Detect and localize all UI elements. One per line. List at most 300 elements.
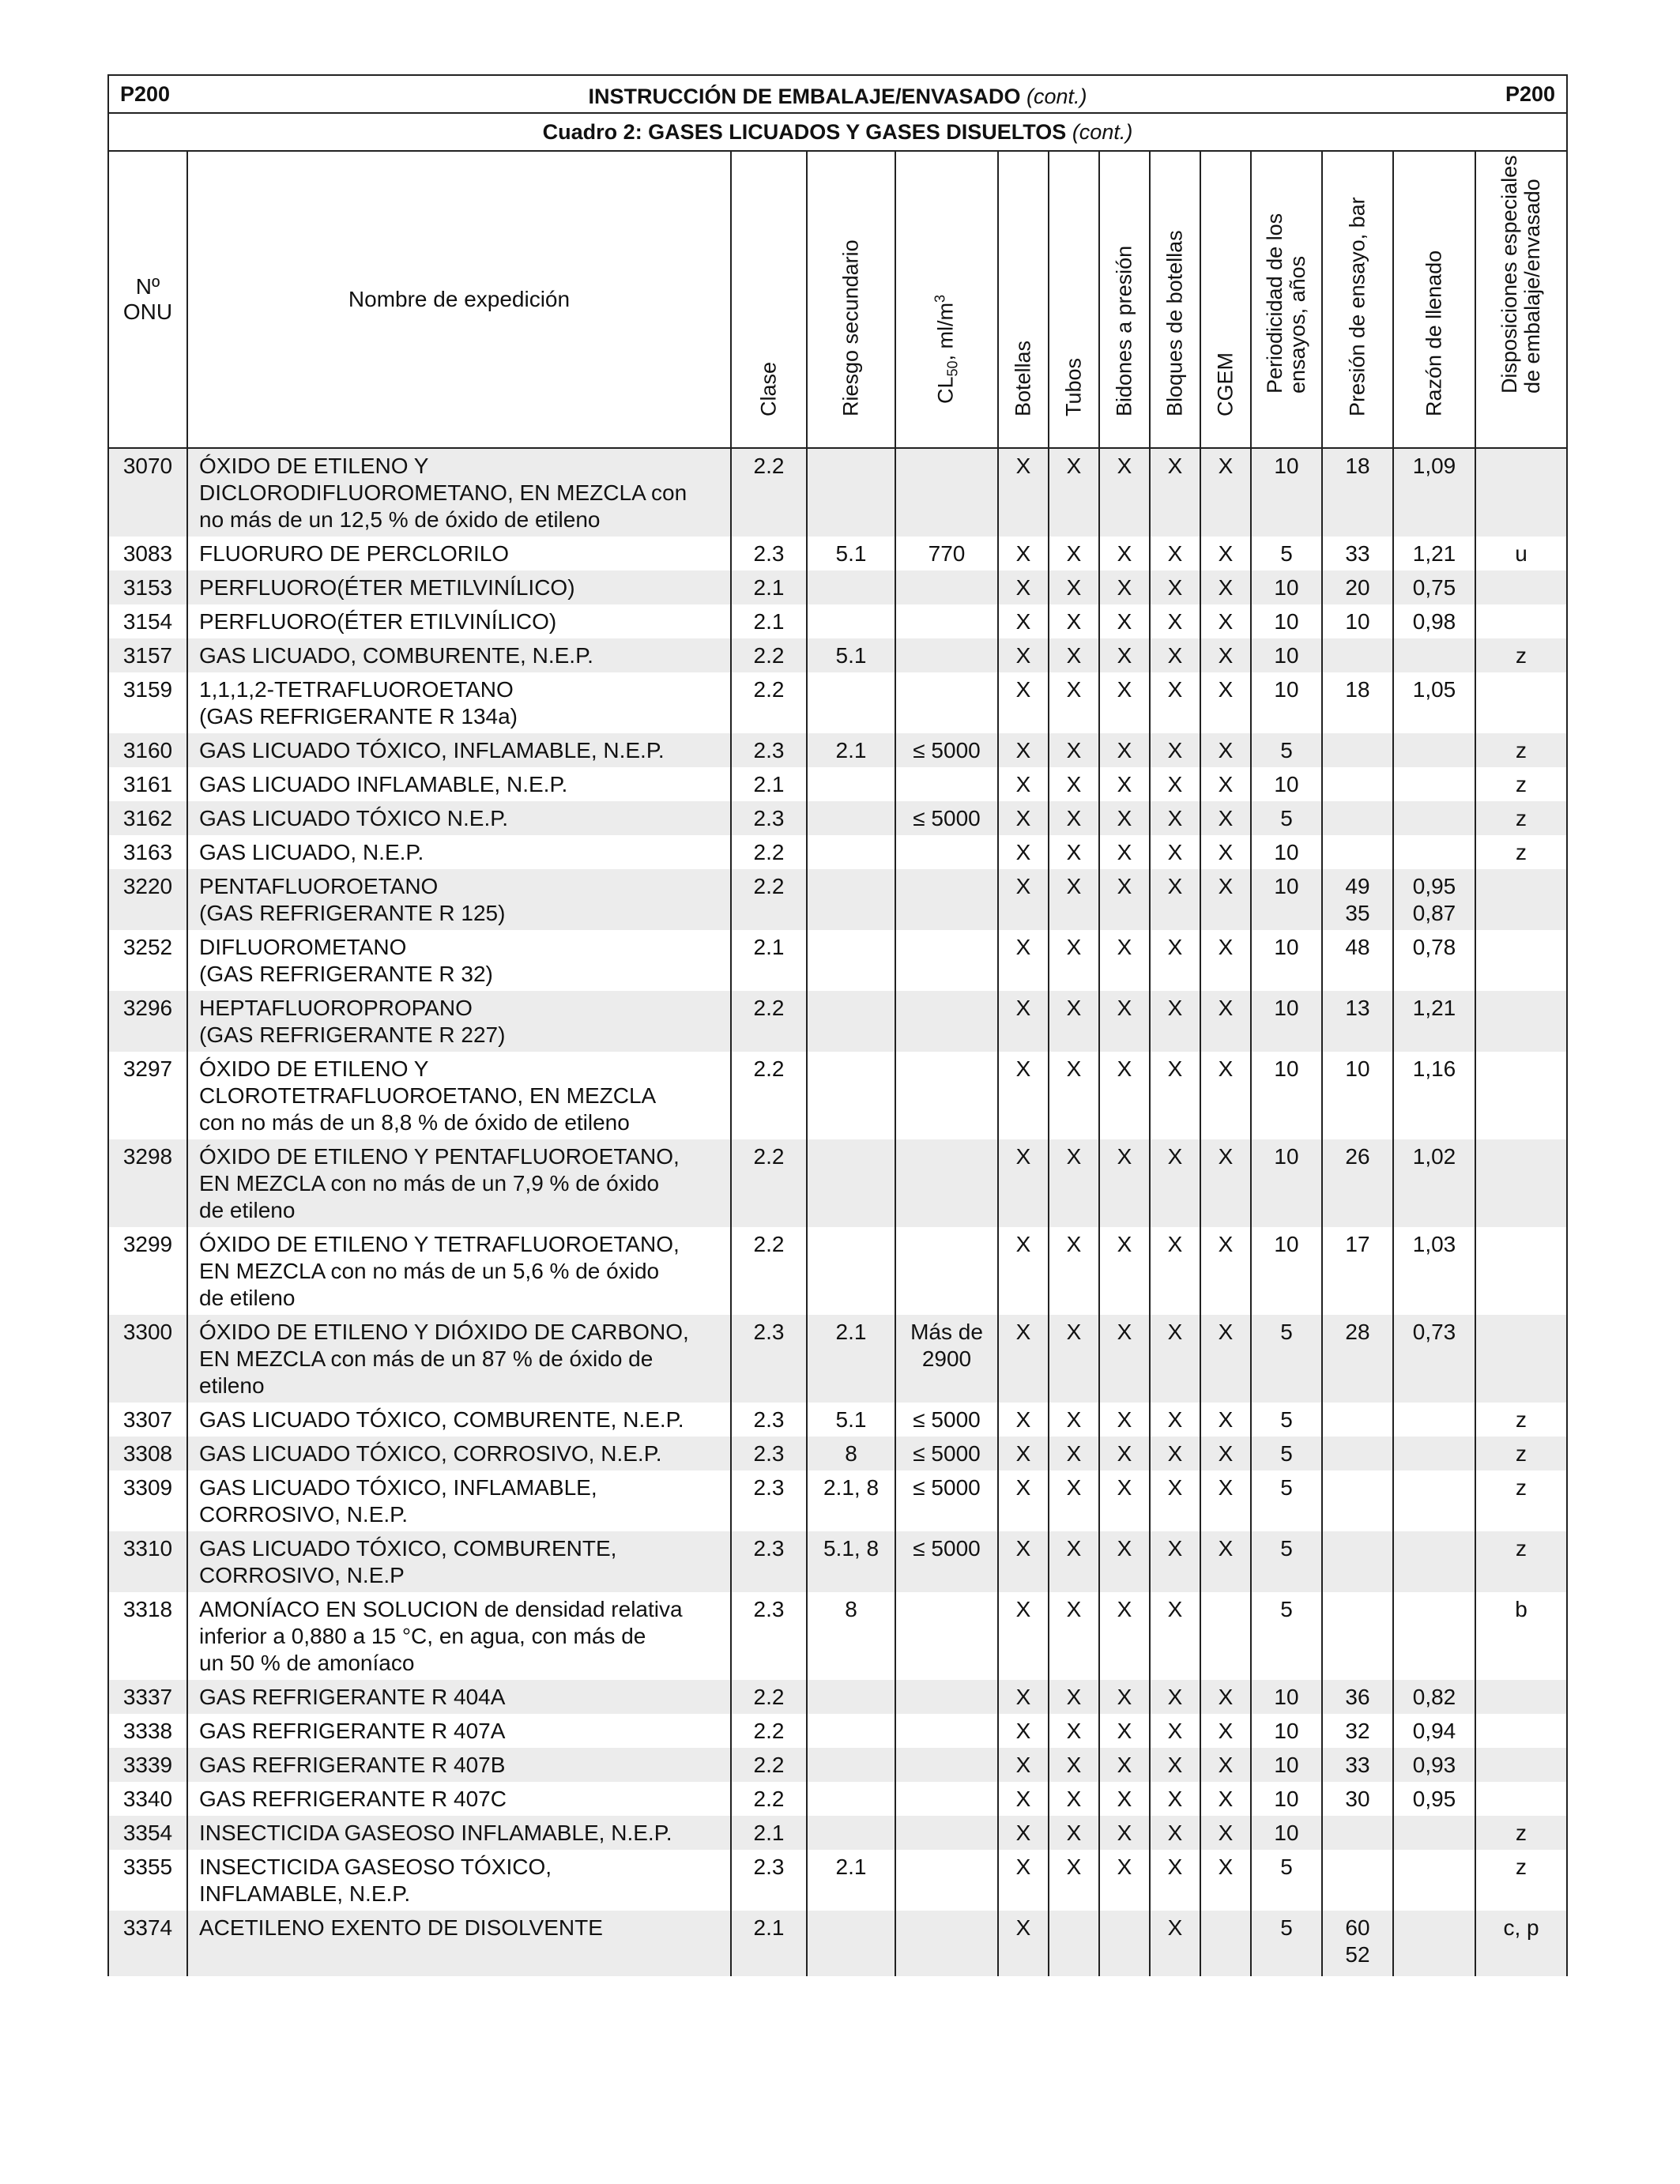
presion-value [1322,1403,1393,1437]
botellas-value: X [998,1403,1049,1437]
tubos-value: X [1049,991,1099,1052]
razon-value-line [1394,839,1475,866]
bloques-value: X [1150,1470,1200,1531]
shipping-name [187,672,731,733]
shipping-name [187,1714,731,1748]
periodicidad-value: 10 [1251,672,1322,733]
onu-number: 3355 [108,1850,187,1911]
table-row [108,1052,1567,1139]
presion-value-line: 48 [1345,935,1370,959]
cgem-value: X [1200,1227,1251,1315]
periodicidad-value: 5 [1251,1315,1322,1403]
cgem-value: X [1200,1816,1251,1850]
bidones-value: X [1099,1592,1150,1680]
shipping-name-line: GAS LICUADO TÓXICO, COMBURENTE, N.E.P. [199,1407,684,1432]
periodicidad-value: 5 [1251,1592,1322,1680]
clase-value: 2.3 [731,1531,807,1592]
periodicidad-value: 10 [1251,1227,1322,1315]
tubos-value: X [1049,930,1099,991]
periodicidad-value: 5 [1251,1531,1322,1592]
presion-value-line [1323,737,1392,764]
periodicidad-value: 5 [1251,1437,1322,1470]
table-row [108,1437,1567,1470]
onu-number: 3161 [108,767,187,801]
table-row [108,1227,1567,1315]
presion-value [1322,1052,1393,1139]
col-botellas: Botellas [998,151,1049,448]
periodicidad-value: 10 [1251,835,1322,869]
disposiciones-value: z [1475,767,1567,801]
cl50-value [895,1748,998,1782]
onu-number: 3307 [108,1403,187,1437]
presion-value-line: 60 [1345,1915,1370,1940]
tubos-value: X [1049,448,1099,537]
code-right: P200 [1505,82,1556,106]
presion-value-line [1323,1820,1392,1847]
riesgo-value: 5.1 [807,638,895,672]
razon-value-line [1394,805,1475,832]
shipping-name-line: DIFLUOROMETANO [199,935,407,959]
table-row [108,537,1567,570]
bidones-value: X [1099,1470,1150,1531]
shipping-name-line: de etileno [199,1286,296,1310]
shipping-name-line: ACETILENO EXENTO DE DISOLVENTE [199,1915,603,1940]
shipping-name-line: no más de un 12,5 % de óxido de etileno [199,507,601,532]
bidones-value: X [1099,801,1150,835]
shipping-name [187,1531,731,1592]
presion-value [1322,835,1393,869]
bidones-value: X [1099,672,1150,733]
table-row [108,1911,1567,1976]
shipping-name-line: GAS LICUADO, COMBURENTE, N.E.P. [199,643,593,668]
riesgo-value [807,1816,895,1850]
bloques-value: X [1150,604,1200,638]
razon-value [1393,537,1475,570]
presion-value [1322,448,1393,537]
shipping-name-line: CLOROTETRAFLUOROETANO, EN MEZCLA [199,1083,657,1108]
cgem-value: X [1200,1782,1251,1816]
razon-value-line [1394,1440,1475,1467]
tubos-value: X [1049,1592,1099,1680]
presion-value-line: 18 [1345,454,1370,478]
shipping-name [187,1816,731,1850]
presion-value [1322,1139,1393,1227]
shipping-name [187,1403,731,1437]
table-row [108,672,1567,733]
periodicidad-value: 10 [1251,1748,1322,1782]
clase-value: 2.1 [731,1816,807,1850]
bloques-value: X [1150,991,1200,1052]
cgem-value: X [1200,1748,1251,1782]
botellas-value: X [998,1531,1049,1592]
bloques-value: X [1150,537,1200,570]
shipping-name-line: ÓXIDO DE ETILENO Y TETRAFLUOROETANO, [199,1232,680,1256]
table-row [108,1531,1567,1592]
cl50-value [895,1911,998,1976]
razon-value-line [1394,1596,1475,1623]
shipping-name-line: GAS LICUADO TÓXICO, INFLAMABLE, N.E.P. [199,738,665,763]
presion-value [1322,1470,1393,1531]
bidones-value: X [1099,869,1150,930]
botellas-value: X [998,767,1049,801]
shipping-name [187,1911,731,1976]
tubos-value: X [1049,1139,1099,1227]
razon-value [1393,1850,1475,1911]
shipping-name-line: INSECTICIDA GASEOSO INFLAMABLE, N.E.P. [199,1821,672,1845]
razon-value-line: 0,87 [1412,901,1456,925]
shipping-name-line: un 50 % de amoníaco [199,1651,415,1675]
clase-value: 2.2 [731,991,807,1052]
bidones-value: X [1099,1052,1150,1139]
cl50-label: $CL_{50}$, $ml/m^3$ [932,294,961,404]
shipping-name [187,638,731,672]
shipping-name-line: ÓXIDO DE ETILENO Y [199,1056,429,1081]
onu-number: 3299 [108,1227,187,1315]
presion-value [1322,1911,1393,1976]
clase-value: 2.1 [731,604,807,638]
botellas-value: X [998,448,1049,537]
disposiciones-value [1475,1748,1567,1782]
clase-value: 2.2 [731,1714,807,1748]
presion-value-line: 52 [1345,1942,1370,1967]
periodicidad-value: 5 [1251,1403,1322,1437]
botellas-value: X [998,1227,1049,1315]
clase-value: 2.3 [731,1470,807,1531]
disposiciones-value: z [1475,835,1567,869]
razon-value [1393,801,1475,835]
tubos-value: X [1049,1531,1099,1592]
riesgo-value: 2.1 [807,733,895,767]
table-row [108,1315,1567,1403]
riesgo-value [807,767,895,801]
clase-value: 2.1 [731,570,807,604]
col-cl50 [895,151,998,448]
onu-number: 3340 [108,1782,187,1816]
cgem-value: X [1200,672,1251,733]
razon-value [1393,1816,1475,1850]
disposiciones-value [1475,672,1567,733]
riesgo-value [807,1052,895,1139]
razon-value-line [1394,1854,1475,1881]
table-row [108,1816,1567,1850]
shipping-name-line: GAS REFRIGERANTE R 407B [199,1753,506,1777]
shipping-name-line: EN MEZCLA con no más de un 7,9 % de óxido [199,1171,660,1196]
cl50-value [895,1052,998,1139]
cgem-value: X [1200,1403,1251,1437]
shipping-name [187,1139,731,1227]
presion-value-line: 30 [1345,1787,1370,1811]
cgem-value: X [1200,1315,1251,1403]
cgem-value: X [1200,537,1251,570]
razon-value-line: 0,93 [1412,1753,1456,1777]
cgem-value: X [1200,448,1251,537]
disposiciones-value [1475,1052,1567,1139]
periodicidad-value: 10 [1251,930,1322,991]
cl50-value [895,930,998,991]
table-row [108,1850,1567,1911]
presion-value [1322,1782,1393,1816]
botellas-value: X [998,1470,1049,1531]
presion-value [1322,1315,1393,1403]
presion-value-line [1323,642,1392,669]
onu-number: 3220 [108,869,187,930]
tubos-value: X [1049,537,1099,570]
razon-value-line: 1,05 [1412,677,1456,702]
presion-value-line: 49 [1345,874,1370,898]
disposiciones-value: z [1475,1531,1567,1592]
periodicidad-value: 10 [1251,1139,1322,1227]
riesgo-value [807,672,895,733]
onu-number: 3160 [108,733,187,767]
clase-value: 2.3 [731,1850,807,1911]
presion-value [1322,1531,1393,1592]
bidones-value: X [1099,1850,1150,1911]
cl50-value-line: 2900 [921,1346,972,1371]
shipping-name [187,1052,731,1139]
razon-value-line: 1,09 [1412,454,1456,478]
shipping-name-line: de etileno [199,1198,296,1222]
table-row [108,1139,1567,1227]
presion-value [1322,767,1393,801]
bloques-value: X [1150,448,1200,537]
presion-value [1322,1592,1393,1680]
bidones-value: X [1099,930,1150,991]
bloques-value: X [1150,1680,1200,1714]
cl50-value: ≤ 5000 [895,1403,998,1437]
cl50-value [895,604,998,638]
shipping-name-line: GAS REFRIGERANTE R 407C [199,1787,507,1811]
presion-value [1322,672,1393,733]
clase-value: 2.3 [731,733,807,767]
table-row [108,1592,1567,1680]
disposiciones-value: z [1475,1470,1567,1531]
bloques-value: X [1150,638,1200,672]
botellas-value: X [998,1911,1049,1976]
cgem-value [1200,1592,1251,1680]
presion-value-line: 33 [1345,541,1370,566]
bidones-value: X [1099,1315,1150,1403]
razon-value [1393,1680,1475,1714]
riesgo-value: 2.1, 8 [807,1470,895,1531]
botellas-value: X [998,1782,1049,1816]
cgem-value: X [1200,1531,1251,1592]
cl50-value: ≤ 5000 [895,1470,998,1531]
shipping-name-line: DICLORODIFLUOROMETANO, EN MEZCLA con [199,480,687,505]
cgem-value: X [1200,1850,1251,1911]
shipping-name-line: GAS LICUADO, N.E.P. [199,840,424,864]
razon-value [1393,835,1475,869]
razon-value [1393,1315,1475,1403]
razon-value [1393,672,1475,733]
razon-value [1393,1592,1475,1680]
bloques-value: X [1150,767,1200,801]
shipping-name [187,991,731,1052]
onu-number: 3310 [108,1531,187,1592]
razon-value [1393,1052,1475,1139]
cl50-value [895,672,998,733]
clase-value: 2.2 [731,1052,807,1139]
cl50-value: ≤ 5000 [895,1531,998,1592]
bidones-value: X [1099,1748,1150,1782]
presion-value-line [1323,805,1392,832]
cgem-value: X [1200,1714,1251,1748]
shipping-name [187,1437,731,1470]
bidones-value: X [1099,1816,1150,1850]
cl50-value-line: Más de [910,1320,983,1344]
cgem-value: X [1200,733,1251,767]
col-bidones: Bidones a presión [1099,151,1150,448]
riesgo-value: 8 [807,1437,895,1470]
razon-value [1393,448,1475,537]
cl50-value [895,1816,998,1850]
onu-number: 3154 [108,604,187,638]
shipping-name-line: (GAS REFRIGERANTE R 227) [199,1022,506,1047]
cl50-value [895,1227,998,1315]
presion-value-line: 36 [1345,1685,1370,1709]
periodicidad-value: 5 [1251,1911,1322,1976]
cgem-value: X [1200,1470,1251,1531]
periodicidad-value: 5 [1251,801,1322,835]
onu-number: 3153 [108,570,187,604]
cl50-value [895,1850,998,1911]
shipping-name-line: 1,1,1,2-TETRAFLUOROETANO [199,677,514,702]
botellas-value: X [998,869,1049,930]
onu-number: 3162 [108,801,187,835]
table-row [108,835,1567,869]
table-row [108,1470,1567,1531]
botellas-value: X [998,570,1049,604]
presion-value [1322,1816,1393,1850]
cl50-value [895,448,998,537]
shipping-name-line: ÓXIDO DE ETILENO Y PENTAFLUOROETANO, [199,1144,680,1169]
disposiciones-value [1475,1680,1567,1714]
disposiciones-value: z [1475,1403,1567,1437]
shipping-name-line: PENTAFLUOROETANO [199,874,439,898]
cgem-value: X [1200,801,1251,835]
onu-number: 3157 [108,638,187,672]
razon-value-line: 1,02 [1412,1144,1456,1169]
clase-value: 2.3 [731,537,807,570]
clase-value: 2.2 [731,869,807,930]
riesgo-value [807,1139,895,1227]
table-row [108,1748,1567,1782]
riesgo-value: 2.1 [807,1850,895,1911]
onu-number: 3354 [108,1816,187,1850]
botellas-value: X [998,801,1049,835]
onu-number: 3159 [108,672,187,733]
tubos-value: X [1049,604,1099,638]
razon-value-line: 0,78 [1412,935,1456,959]
botellas-value: X [998,991,1049,1052]
shipping-name-line: CORROSIVO, N.E.P. [199,1502,408,1527]
cl50-value [895,869,998,930]
disposiciones-value [1475,930,1567,991]
razon-value-line [1394,1535,1475,1562]
col-disposiciones: Disposiciones especiales de embalaje/envasado [1475,151,1567,448]
botellas-value: X [998,1850,1049,1911]
cgem-value: X [1200,991,1251,1052]
disposiciones-value: z [1475,801,1567,835]
onu-number: 3298 [108,1139,187,1227]
bloques-value: X [1150,1227,1200,1315]
riesgo-value: 5.1, 8 [807,1531,895,1592]
presion-value-line: 13 [1345,996,1370,1020]
botellas-value: X [998,1816,1049,1850]
riesgo-value: 5.1 [807,537,895,570]
clase-value: 2.3 [731,1592,807,1680]
disposiciones-value: b [1475,1592,1567,1680]
presion-value [1322,604,1393,638]
cgem-value: X [1200,835,1251,869]
table-row [108,991,1567,1052]
tubos-value [1049,1911,1099,1976]
shipping-name-line: inferior a 0,880 a 15 °C, en agua, con más de [199,1624,646,1648]
bidones-value: X [1099,733,1150,767]
clase-value: 2.2 [731,638,807,672]
shipping-name [187,869,731,930]
shipping-name [187,1680,731,1714]
shipping-name-line: EN MEZCLA con no más de un 5,6 % de óxido [199,1259,660,1283]
shipping-name [187,537,731,570]
periodicidad-value: 10 [1251,570,1322,604]
onu-number: 3309 [108,1470,187,1531]
tubos-value: X [1049,1315,1099,1403]
presion-value-line: 10 [1345,1056,1370,1081]
col-periodicidad: Periodicidad de los ensayos, años [1251,151,1322,448]
onu-number: 3083 [108,537,187,570]
table-row [108,1782,1567,1816]
shipping-name-line: HEPTAFLUOROPROPANO [199,996,473,1020]
onu-number: 3163 [108,835,187,869]
botellas-value: X [998,1714,1049,1748]
razon-value [1393,930,1475,991]
table-row [108,1680,1567,1714]
tubos-value: X [1049,1850,1099,1911]
bloques-value: X [1150,1437,1200,1470]
col-cgem: CGEM [1200,151,1251,448]
onu-number: 3300 [108,1315,187,1403]
shipping-name [187,1592,731,1680]
shipping-name-line: GAS LICUADO TÓXICO, CORROSIVO, N.E.P. [199,1441,662,1466]
bloques-value: X [1150,1531,1200,1592]
table-row [108,767,1567,801]
title-row [108,75,1567,113]
cl50-value: ≤ 5000 [895,1437,998,1470]
onu-number: 3308 [108,1437,187,1470]
gas-table [107,74,1568,1976]
riesgo-value: 2.1 [807,1315,895,1403]
periodicidad-value: 10 [1251,767,1322,801]
razon-value-line [1394,771,1475,798]
disposiciones-value: z [1475,1816,1567,1850]
riesgo-value [807,930,895,991]
razon-value-line: 0,82 [1412,1685,1456,1709]
table-row [108,604,1567,638]
bloques-value: X [1150,1911,1200,1976]
table-body [108,448,1567,1976]
bidones-value: X [1099,604,1150,638]
razon-value-line [1394,642,1475,669]
periodicidad-value: 5 [1251,1850,1322,1911]
clase-value: 2.3 [731,1315,807,1403]
riesgo-value [807,604,895,638]
bidones-value: X [1099,448,1150,537]
column-header-row [108,151,1567,448]
shipping-name-line: (GAS REFRIGERANTE R 125) [199,901,506,925]
onu-number: 3070 [108,448,187,537]
disposiciones-value [1475,1782,1567,1816]
tubos-value: X [1049,1748,1099,1782]
